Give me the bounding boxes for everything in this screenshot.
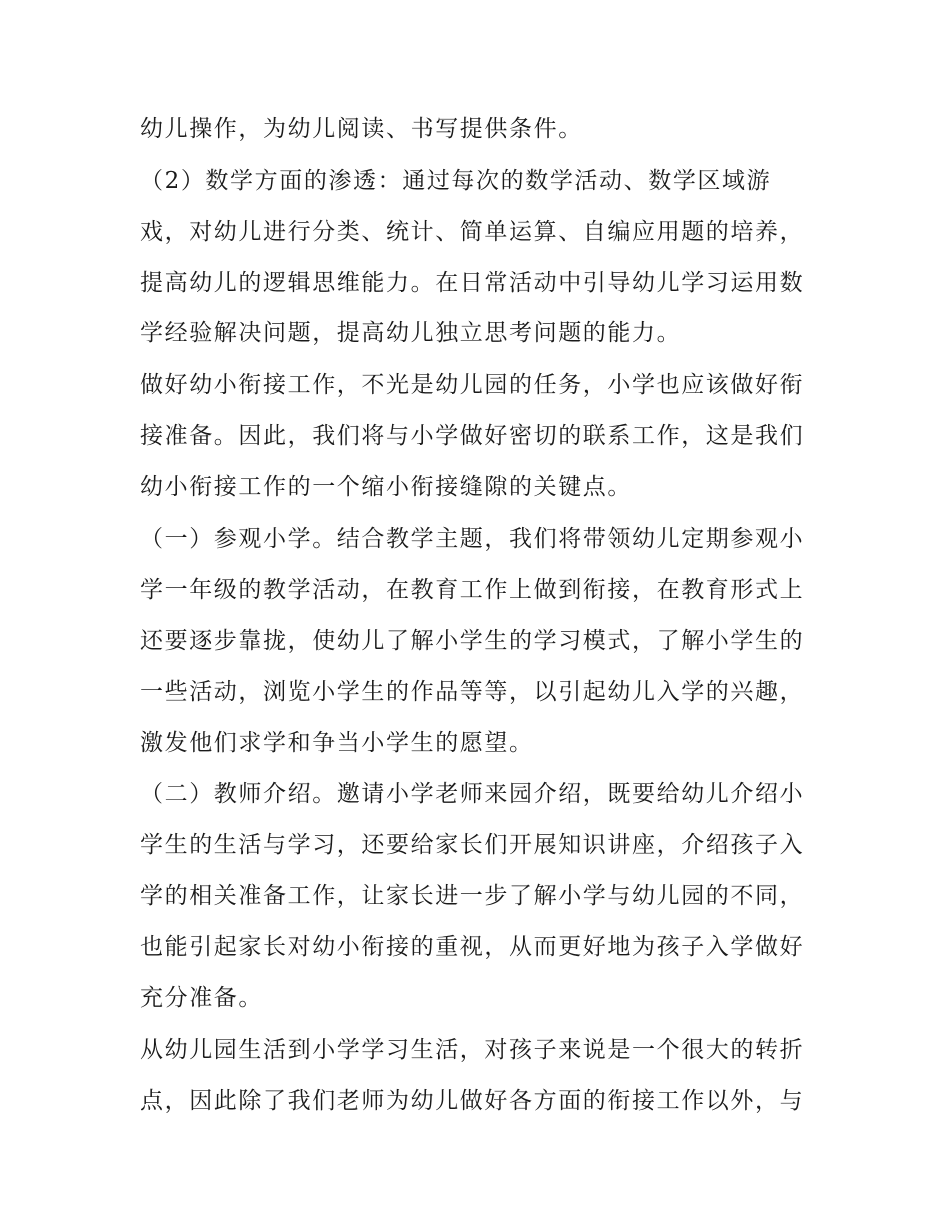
text-line: 接准备。因此，我们将与小学做好密切的联系工作，这是我们 <box>140 423 805 449</box>
text-line: 学的相关准备工作，让家长进一步了解小学与幼儿园的不同， <box>140 883 805 909</box>
text-line: 充分准备。 <box>140 985 263 1011</box>
text-line: 戏，对幼儿进行分类、统计、简单运算、自编应用题的培养， <box>140 219 805 245</box>
text-line: 幼小衔接工作的一个缩小衔接缝隙的关键点。 <box>140 474 632 500</box>
text-line: （2）数学方面的渗透：通过每次的数学活动、数学区域游 <box>140 168 772 194</box>
text-line: （二）教师介绍。邀请小学老师来园介绍，既要给幼儿介绍小 <box>140 781 805 807</box>
text-line: 还要逐步靠拢，使幼儿了解小学生的学习模式，了解小学生的 <box>140 628 805 654</box>
text-line: 幼儿操作，为幼儿阅读、书写提供条件。 <box>140 116 583 142</box>
text-line: 学生的生活与学习，还要给家长们开展知识讲座，介绍孩子入 <box>140 832 805 858</box>
text-line: 点，因此除了我们老师为幼儿做好各方面的衔接工作以外，与 <box>140 1088 805 1114</box>
text-line: 提高幼儿的逻辑思维能力。在日常活动中引导幼儿学习运用数 <box>140 270 805 296</box>
text-line: 一些活动，浏览小学生的作品等等，以引起幼儿入学的兴趣， <box>140 679 805 705</box>
text-line: （一）参观小学。结合教学主题，我们将带领幼儿定期参观小 <box>140 526 805 552</box>
text-line: 做好幼小衔接工作，不光是幼儿园的任务，小学也应该做好衔 <box>140 372 805 398</box>
text-line: 学经验解决问题，提高幼儿独立思考问题的能力。 <box>140 320 682 346</box>
text-line: 激发他们求学和争当小学生的愿望。 <box>140 730 534 756</box>
text-line: 也能引起家长对幼小衔接的重视，从而更好地为孩子入学做好 <box>140 934 805 960</box>
text-line: 从幼儿园生活到小学学习生活，对孩子来说是一个很大的转折 <box>140 1037 805 1063</box>
text-line: 学一年级的教学活动，在教育工作上做到衔接，在教育形式上 <box>140 577 805 603</box>
